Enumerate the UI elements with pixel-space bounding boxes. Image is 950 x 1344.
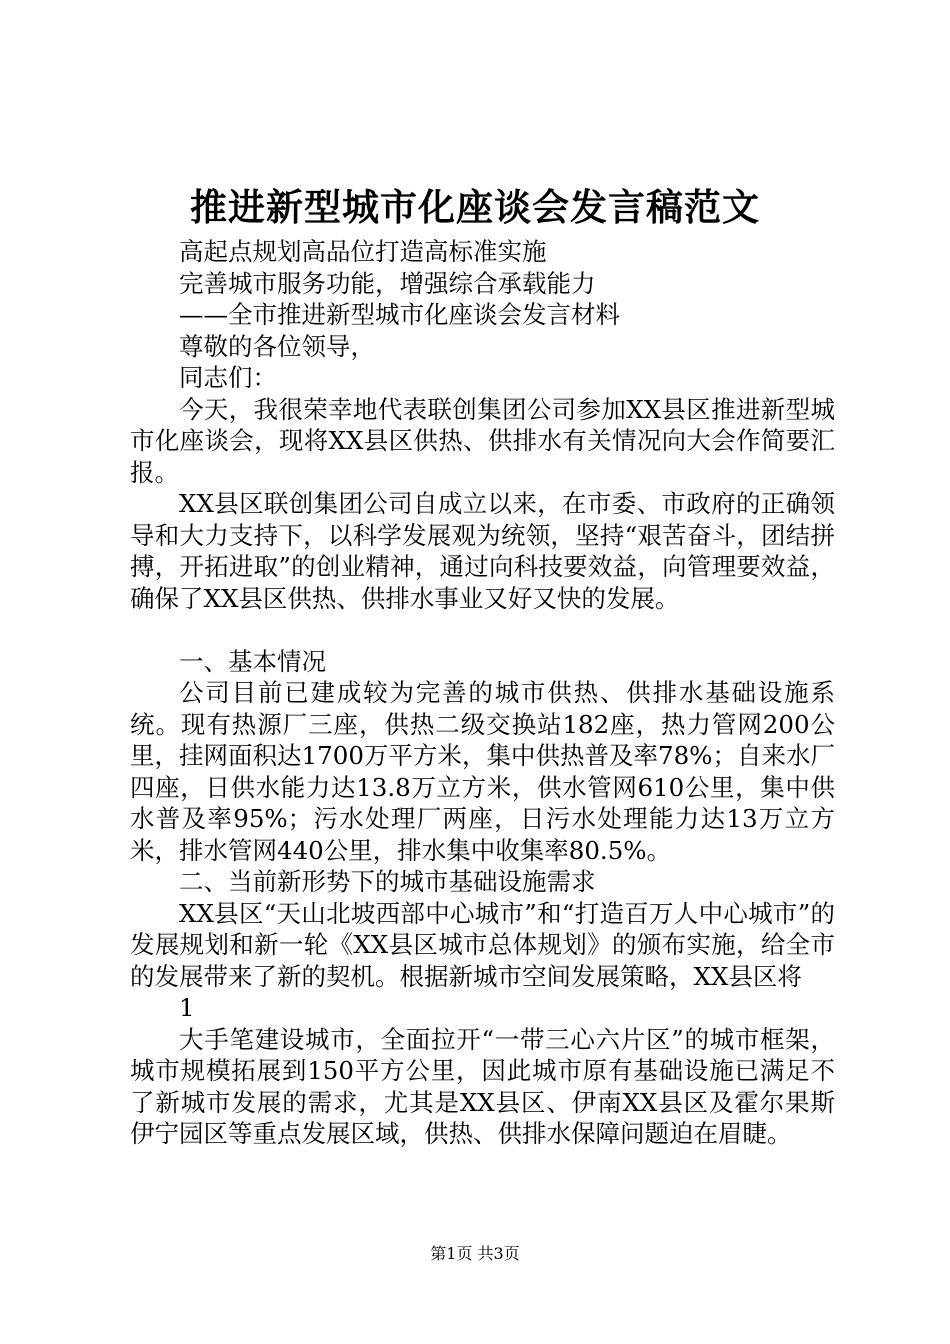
section-heading-2: 二、当前新形势下的城市基础设施需求 [179, 867, 596, 896]
paragraph-intro: 今天，我很荣幸地代表联创集团公司参加XX县区推进新型城市化座谈会，现将XX县区供热、供排水有关情况向大会作简要汇报。 [130, 394, 835, 487]
document-body [130, 236, 835, 1150]
paragraph-new-situation: XX县区“天山北坡西部中心城市”和“打造百万人中心城市”的发展规划和新一轮《XX县区城市总体规划》的颁布实施，给全市的发展带来了新的契机。根据新城市空间发展策略，XX县区将 [130, 898, 835, 991]
paragraph-company: XX县区联创集团公司自成立以来，在市委、市政府的正确领导和大力支持下，以科学发展观为统领，坚持“艰苦奋斗，团结拼搏，开拓进取”的创业精神，通过向科技要效益，向管理要效益，确保了XX县区供热、供排水事业又好又快的发展。 [130, 489, 835, 613]
blank-line [130, 614, 835, 646]
section-heading-1: 一、基本情况 [179, 646, 326, 676]
subtitle-line-2: 完善城市服务功能，增强综合承载能力 [179, 268, 596, 298]
document-title: 推进新型城市化座谈会发言稿范文 [190, 186, 760, 229]
subtitle-line-3: ——全市推进新型城市化座谈会发言材料 [179, 300, 620, 329]
page-marker: 1 [179, 993, 195, 1022]
salutation-line-2: 同志们： [179, 363, 277, 392]
subtitle-line-1: 高起点规划高品位打造高标准实施 [179, 237, 547, 266]
salutation-line-1: 尊敬的各位领导， [179, 331, 375, 361]
paragraph-city-expansion: 大手笔建设城市，全面拉开“一带三心六片区”的城市框架，城市规模拓展到150平方公里，因此城市原有基础设施已满足不了新城市发展的需求，尤其是XX县区、伊南XX县区及霍尔果斯伊宁园区等重点发展区域，供热、供排水保障问题迫在眉睫。 [130, 1024, 835, 1148]
paragraph-basic-situation: 公司目前已建成较为完善的城市供热、供排水基础设施系统。现有热源厂三座，供热二级交换站182座，热力管网200公里，挂网面积达1700万平方米，集中供热普及率78%；自来水厂四座，日供水能力达13.8万立方米，供水管网610公里，集中供水普及率95%；污水处理厂两座，日污水处理能力达13万立方米，排水管网440公里，排水集中收集率80.5%。 [130, 678, 835, 865]
page-footer: 第1页 共3页 [430, 1244, 520, 1263]
